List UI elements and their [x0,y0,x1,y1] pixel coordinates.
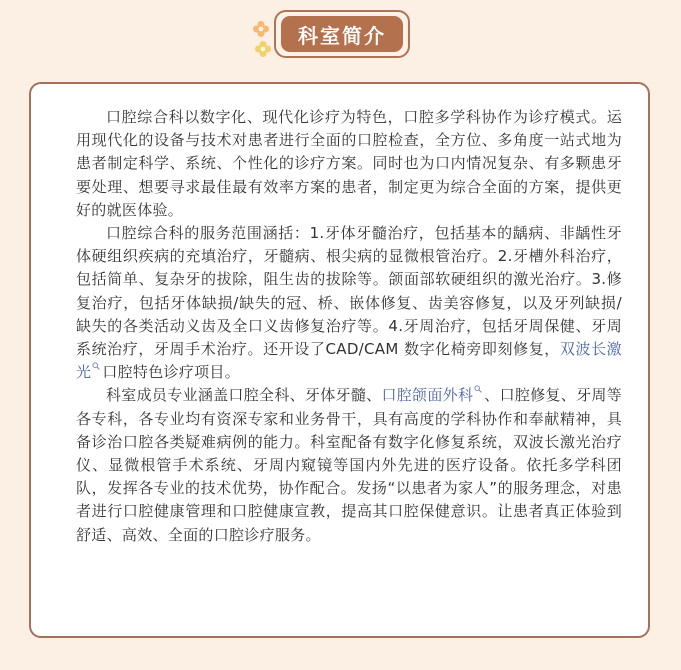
services-text-end: 口腔特色诊疗项目。 [102,363,241,382]
staff-paragraph [76,384,622,546]
page-title: 科室简介 [281,16,403,52]
services-paragraph [76,222,622,384]
maxillofacial-link[interactable] [381,386,484,404]
search-icon [92,362,100,370]
search-icon [474,385,482,393]
staff-text: 科室成员专业涵盖口腔全科、牙体牙髓、 [106,386,382,405]
flower-icon [255,41,271,57]
staff-text-end: 、口腔修复、牙周等各专科，各专业均有资深专家和业务骨干，具有高度的学科协作和奉献精神，具备诊治口腔各类疑难病例的能力。科室配备有数字化修复系统，双波长激光治疗仪、显微根管手术系统、牙周内窥镜等国内外先进的医疗设备。依托多学科团队，发挥各专业的技术优势，协作配合。发扬“以患者为家人”的服务理念，对患者进行口腔健康管理和口腔健康宣教，提高其口腔保健意识。让患者真正体验到舒适、高效、全面的口腔诊疗服务。 [76,386,623,544]
intro-paragraph: 口腔综合科以数字化、现代化诊疗为特色，口腔多学科协作为诊疗模式。运用现代化的设备与技术对患者进行全面的口腔检查，全方位、多角度一站式地为患者制定科学、系统、个性化的诊疗方案。同时也为口内情况复杂、有多颗患牙要处理、想要寻求最佳最有效率方案的患者，制定更为综合全面的方案，提供更好的就医体验。 [76,108,622,219]
title-badge [274,10,410,58]
maxillofacial-link-label: 口腔颌面外科 [381,386,474,405]
flower-icon [253,21,269,37]
services-text: 口腔综合科的服务范围涵括：1.牙体牙髓治疗，包括基本的龋病、非龋性牙体硬组织疾病的充填治疗，牙髓病、根尖病的显微根管治疗。2.牙槽外科治疗，包括简单、复杂牙的拔除，阻生齿的拔除等。颌面部软硬组织的激光治疗。3.修复治疗，包括牙体缺损/缺失的冠、桥、嵌体修复、齿美容修复，以及牙列缺损/缺失的各类活动义齿及全口义齿修复治疗等。4.牙周治疗，包括牙周保健、牙周系统治疗，牙周手术治疗。还开设了CAD/CAM 数字化椅旁即刻修复， [76,224,622,359]
laser-link-label: 双波长激光 [76,340,622,382]
content-card [29,82,650,638]
section-header [0,10,681,62]
